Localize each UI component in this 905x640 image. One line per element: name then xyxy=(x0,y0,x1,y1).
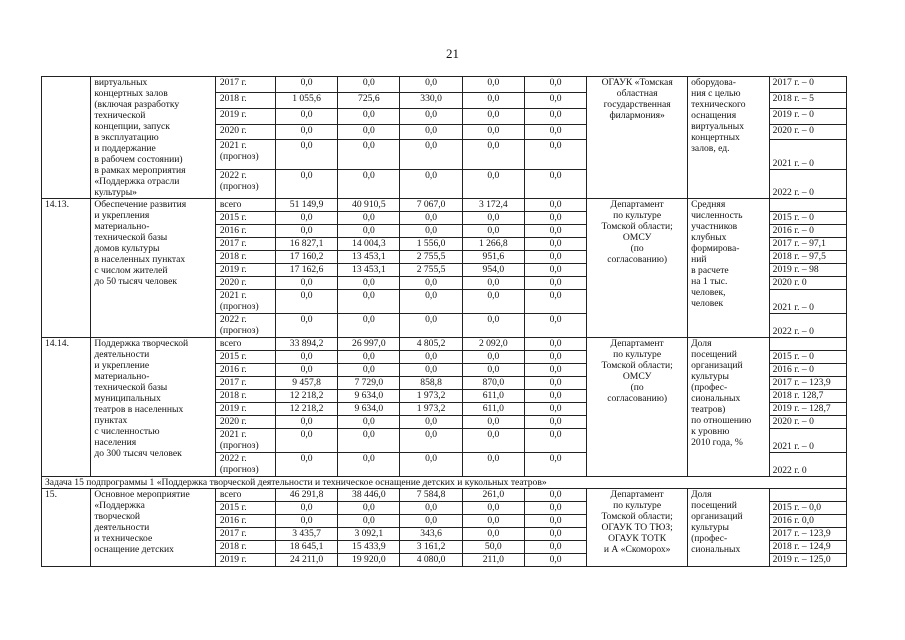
amount-cell: 18 645,1 xyxy=(275,541,337,554)
amount-cell: 0,0 xyxy=(400,515,462,528)
amount-cell: 0,0 xyxy=(400,277,462,290)
amount-cell: 0,0 xyxy=(462,225,524,238)
amount-cell: 0,0 xyxy=(338,277,400,290)
year-cell: 2019 г. xyxy=(215,554,275,567)
year-cell: 2015 г. xyxy=(215,212,275,225)
amount-cell: 0,0 xyxy=(338,124,400,140)
amount-cell: 870,0 xyxy=(462,377,524,390)
item-number: 15. xyxy=(42,489,91,567)
amount-cell: 0,0 xyxy=(462,92,524,108)
amount-cell: 0,0 xyxy=(462,290,524,314)
indicator-value: 2017 г. – 97,1 xyxy=(769,238,846,251)
amount-cell: 0,0 xyxy=(524,140,586,169)
amount-cell: 1 556,0 xyxy=(400,238,462,251)
amount-cell: 0,0 xyxy=(400,290,462,314)
amount-cell: 611,0 xyxy=(462,390,524,403)
indicator-value xyxy=(769,199,846,212)
amount-cell: 1 266,8 xyxy=(462,238,524,251)
amount-cell: 0,0 xyxy=(524,225,586,238)
amount-cell: 0,0 xyxy=(275,140,337,169)
amount-cell: 4 805,2 xyxy=(400,338,462,351)
indicator-value: 2016 г. – 0 xyxy=(769,225,846,238)
amount-cell: 0,0 xyxy=(275,351,337,364)
amount-cell: 0,0 xyxy=(338,108,400,124)
amount-cell: 0,0 xyxy=(400,314,462,338)
item-number: 14.13. xyxy=(42,199,91,338)
item-number xyxy=(42,77,91,199)
amount-cell: 0,0 xyxy=(524,502,586,515)
task-row xyxy=(42,477,847,489)
indicator-value: 2015 г. – 0,0 xyxy=(769,502,846,515)
amount-cell: 1 973,2 xyxy=(400,390,462,403)
year-cell: 2022 г. (прогноз) xyxy=(215,314,275,338)
year-cell: 2016 г. xyxy=(215,515,275,528)
amount-cell: 0,0 xyxy=(462,351,524,364)
indicator-value: 2021 г. – 0 xyxy=(769,290,846,314)
amount-cell: 2 755,5 xyxy=(400,264,462,277)
amount-cell: 0,0 xyxy=(275,108,337,124)
indicator-value: 2022 г. – 0 xyxy=(769,314,846,338)
year-cell: 2015 г. xyxy=(215,502,275,515)
amount-cell: 0,0 xyxy=(524,351,586,364)
year-cell: 2021 г. (прогноз) xyxy=(215,290,275,314)
year-cell: 2020 г. xyxy=(215,277,275,290)
indicator-value xyxy=(769,338,846,351)
amount-cell: 1 973,2 xyxy=(400,403,462,416)
amount-cell: 9 634,0 xyxy=(338,390,400,403)
amount-cell: 0,0 xyxy=(524,453,586,477)
year-cell: 2022 г. (прогноз) xyxy=(215,453,275,477)
indicator-value: 2022 г. – 0 xyxy=(769,169,846,198)
amount-cell: 0,0 xyxy=(338,290,400,314)
amount-cell: 0,0 xyxy=(338,429,400,453)
amount-cell: 0,0 xyxy=(524,124,586,140)
year-cell: 2019 г. xyxy=(215,264,275,277)
indicator-value: 2017 г. – 123,9 xyxy=(769,377,846,390)
amount-cell: 0,0 xyxy=(275,169,337,198)
indicator-value: 2018 г. – 124,9 xyxy=(769,541,846,554)
amount-cell: 26 997,0 xyxy=(338,338,400,351)
amount-cell: 0,0 xyxy=(338,212,400,225)
year-cell: 2018 г. xyxy=(215,541,275,554)
amount-cell: 0,0 xyxy=(275,77,337,93)
amount-cell: 0,0 xyxy=(462,502,524,515)
amount-cell: 0,0 xyxy=(338,453,400,477)
amount-cell: 0,0 xyxy=(400,225,462,238)
program-table xyxy=(41,76,847,567)
amount-cell: 0,0 xyxy=(462,528,524,541)
amount-cell: 0,0 xyxy=(524,515,586,528)
amount-cell: 0,0 xyxy=(462,453,524,477)
year-cell: 2017 г. xyxy=(215,238,275,251)
amount-cell: 24 211,0 xyxy=(275,554,337,567)
amount-cell: 17 160,2 xyxy=(275,251,337,264)
page-number: 21 xyxy=(446,46,459,61)
amount-cell: 0,0 xyxy=(400,453,462,477)
year-cell: 2021 г. (прогноз) xyxy=(215,140,275,169)
year-cell: 2017 г. xyxy=(215,77,275,93)
amount-cell: 50,0 xyxy=(462,541,524,554)
amount-cell: 12 218,2 xyxy=(275,403,337,416)
amount-cell: 3 092,1 xyxy=(338,528,400,541)
indicator-name: Доля посещений организаций культуры (профес- сиональных театров) по отношению к уровню 2010 года, % xyxy=(688,338,770,477)
amount-cell: 0,0 xyxy=(524,528,586,541)
amount-cell: 0,0 xyxy=(524,251,586,264)
amount-cell: 7 584,8 xyxy=(400,489,462,502)
amount-cell: 0,0 xyxy=(400,351,462,364)
item-name: виртуальных концертных залов (включая разработку технической концепции, запуск в эксплуатацию и поддержание в рабочем состоянии) в рамках мероприятия «Поддержка отрасли культуры» xyxy=(91,77,216,199)
amount-cell: 0,0 xyxy=(462,108,524,124)
amount-cell: 0,0 xyxy=(275,212,337,225)
year-cell: всего xyxy=(215,338,275,351)
year-cell: 2017 г. xyxy=(215,528,275,541)
year-cell: 2019 г. xyxy=(215,108,275,124)
year-cell: 2021 г. (прогноз) xyxy=(215,429,275,453)
amount-cell: 0,0 xyxy=(462,277,524,290)
amount-cell: 0,0 xyxy=(524,264,586,277)
amount-cell: 16 827,1 xyxy=(275,238,337,251)
amount-cell: 0,0 xyxy=(400,364,462,377)
amount-cell: 0,0 xyxy=(524,377,586,390)
table-row xyxy=(42,489,847,502)
amount-cell: 0,0 xyxy=(400,416,462,429)
amount-cell: 0,0 xyxy=(524,290,586,314)
amount-cell: 0,0 xyxy=(400,212,462,225)
indicator-value: 2019 г. – 98 xyxy=(769,264,846,277)
amount-cell: 15 433,9 xyxy=(338,541,400,554)
amount-cell: 0,0 xyxy=(524,554,586,567)
amount-cell: 17 162,6 xyxy=(275,264,337,277)
amount-cell: 2 092,0 xyxy=(462,338,524,351)
year-cell: 2015 г. xyxy=(215,351,275,364)
amount-cell: 7 067,0 xyxy=(400,199,462,212)
amount-cell: 3 161,2 xyxy=(400,541,462,554)
amount-cell: 0,0 xyxy=(338,225,400,238)
amount-cell: 0,0 xyxy=(338,502,400,515)
amount-cell: 0,0 xyxy=(400,77,462,93)
amount-cell: 858,8 xyxy=(400,377,462,390)
year-cell: 2018 г. xyxy=(215,251,275,264)
indicator-value: 2016 г. 0,0 xyxy=(769,515,846,528)
amount-cell: 0,0 xyxy=(275,290,337,314)
indicator-value: 2018 г. 128,7 xyxy=(769,390,846,403)
amount-cell: 0,0 xyxy=(400,140,462,169)
executor: Департамент по культуре Томской области; ОМСУ (по согласованию) xyxy=(587,338,688,477)
amount-cell: 0,0 xyxy=(524,77,586,93)
amount-cell: 0,0 xyxy=(338,416,400,429)
amount-cell: 51 149,9 xyxy=(275,199,337,212)
amount-cell: 0,0 xyxy=(338,515,400,528)
year-cell: всего xyxy=(215,199,275,212)
indicator-name: Средняя численность участников клубных формирова- ний в расчете на 1 тыс. человек, человек xyxy=(688,199,770,338)
indicator-name: оборудова- ния с целью технического оснащения виртуальных концертных залов, ед. xyxy=(688,77,770,199)
amount-cell: 0,0 xyxy=(524,199,586,212)
amount-cell: 0,0 xyxy=(400,108,462,124)
amount-cell: 211,0 xyxy=(462,554,524,567)
item-name: Основное мероприятие «Поддержка творческой деятельности и техническое оснащение детских xyxy=(91,489,216,567)
amount-cell: 0,0 xyxy=(338,169,400,198)
amount-cell: 0,0 xyxy=(400,502,462,515)
amount-cell: 725,6 xyxy=(338,92,400,108)
amount-cell: 0,0 xyxy=(524,416,586,429)
amount-cell: 0,0 xyxy=(338,140,400,169)
amount-cell: 0,0 xyxy=(275,515,337,528)
amount-cell: 3 172,4 xyxy=(462,199,524,212)
amount-cell: 0,0 xyxy=(275,364,337,377)
year-cell: 2018 г. xyxy=(215,92,275,108)
amount-cell: 13 453,1 xyxy=(338,251,400,264)
amount-cell: 0,0 xyxy=(338,314,400,338)
indicator-value: 2017 г. – 0 xyxy=(769,77,846,93)
amount-cell: 0,0 xyxy=(462,416,524,429)
indicator-value: 2020 г. – 0 xyxy=(769,416,846,429)
amount-cell: 0,0 xyxy=(524,314,586,338)
amount-cell: 0,0 xyxy=(275,225,337,238)
year-cell: 2016 г. xyxy=(215,364,275,377)
amount-cell: 261,0 xyxy=(462,489,524,502)
amount-cell: 0,0 xyxy=(524,390,586,403)
amount-cell: 0,0 xyxy=(524,108,586,124)
year-cell: 2022 г. (прогноз) xyxy=(215,169,275,198)
amount-cell: 343,6 xyxy=(400,528,462,541)
indicator-value: 2022 г. 0 xyxy=(769,453,846,477)
indicator-value: 2020 г. – 0 xyxy=(769,124,846,140)
indicator-value: 2021 г. – 0 xyxy=(769,429,846,453)
indicator-name: Доля посещений организаций культуры (профес- сиональных xyxy=(688,489,770,567)
indicator-value: 2015 г. – 0 xyxy=(769,212,846,225)
amount-cell: 0,0 xyxy=(275,429,337,453)
indicator-value: 2017 г. – 123,9 xyxy=(769,528,846,541)
amount-cell: 0,0 xyxy=(524,338,586,351)
amount-cell: 14 004,3 xyxy=(338,238,400,251)
amount-cell: 0,0 xyxy=(400,124,462,140)
amount-cell: 951,6 xyxy=(462,251,524,264)
year-cell: 2019 г. xyxy=(215,403,275,416)
amount-cell: 2 755,5 xyxy=(400,251,462,264)
indicator-value: 2019 г. – 128,7 xyxy=(769,403,846,416)
amount-cell: 33 894,2 xyxy=(275,338,337,351)
amount-cell: 0,0 xyxy=(524,489,586,502)
amount-cell: 0,0 xyxy=(275,124,337,140)
year-cell: 2020 г. xyxy=(215,416,275,429)
executor: ОГАУК «Томская областная государственная филармония» xyxy=(587,77,688,199)
amount-cell: 0,0 xyxy=(275,277,337,290)
amount-cell: 46 291,8 xyxy=(275,489,337,502)
amount-cell: 0,0 xyxy=(462,124,524,140)
amount-cell: 0,0 xyxy=(275,453,337,477)
amount-cell: 0,0 xyxy=(462,314,524,338)
year-cell: 2020 г. xyxy=(215,124,275,140)
amount-cell: 0,0 xyxy=(524,92,586,108)
amount-cell: 0,0 xyxy=(275,502,337,515)
amount-cell: 0,0 xyxy=(338,351,400,364)
table-row xyxy=(42,338,847,351)
indicator-value: 2018 г. – 5 xyxy=(769,92,846,108)
amount-cell: 0,0 xyxy=(275,314,337,338)
amount-cell: 0,0 xyxy=(338,77,400,93)
amount-cell: 38 446,0 xyxy=(338,489,400,502)
item-name: Обеспечение развития и укрепления материально- технической базы домов культуры в населенных пунктах с числом жителей до 50 тысяч человек xyxy=(91,199,216,338)
indicator-value xyxy=(769,489,846,502)
amount-cell: 330,0 xyxy=(400,92,462,108)
table-row xyxy=(42,199,847,212)
executor: Департамент по культуре Томской области; ОГАУК ТО ТЮЗ; ОГАУК ТОТК и А «Скоморох» xyxy=(587,489,688,567)
year-cell: 2017 г. xyxy=(215,377,275,390)
indicator-value: 2016 г. – 0 xyxy=(769,364,846,377)
amount-cell: 9 457,8 xyxy=(275,377,337,390)
amount-cell: 0,0 xyxy=(275,416,337,429)
amount-cell: 4 080,0 xyxy=(400,554,462,567)
indicator-value: 2015 г. – 0 xyxy=(769,351,846,364)
year-cell: всего xyxy=(215,489,275,502)
indicator-value: 2021 г. – 0 xyxy=(769,140,846,169)
indicator-value: 2020 г. 0 xyxy=(769,277,846,290)
amount-cell: 0,0 xyxy=(462,515,524,528)
year-cell: 2016 г. xyxy=(215,225,275,238)
amount-cell: 954,0 xyxy=(462,264,524,277)
amount-cell: 3 435,7 xyxy=(275,528,337,541)
indicator-value: 2018 г. – 97,5 xyxy=(769,251,846,264)
amount-cell: 0,0 xyxy=(462,364,524,377)
amount-cell: 0,0 xyxy=(462,429,524,453)
table-row xyxy=(42,77,847,93)
amount-cell: 0,0 xyxy=(524,277,586,290)
indicator-value: 2019 г. – 125,0 xyxy=(769,554,846,567)
amount-cell: 0,0 xyxy=(400,169,462,198)
amount-cell: 0,0 xyxy=(524,429,586,453)
amount-cell: 0,0 xyxy=(524,541,586,554)
amount-cell: 0,0 xyxy=(462,140,524,169)
amount-cell: 0,0 xyxy=(338,364,400,377)
amount-cell: 0,0 xyxy=(524,364,586,377)
indicator-value: 2019 г. – 0 xyxy=(769,108,846,124)
amount-cell: 0,0 xyxy=(524,169,586,198)
item-number: 14.14. xyxy=(42,338,91,477)
amount-cell: 40 910,5 xyxy=(338,199,400,212)
amount-cell: 0,0 xyxy=(524,403,586,416)
amount-cell: 1 055,6 xyxy=(275,92,337,108)
amount-cell: 0,0 xyxy=(524,212,586,225)
year-cell: 2018 г. xyxy=(215,390,275,403)
task-title: Задача 15 подпрограммы 1 «Поддержка творческой деятельности и техническое оснащение детских и кукольных театров» xyxy=(42,477,847,489)
amount-cell: 0,0 xyxy=(400,429,462,453)
amount-cell: 19 920,0 xyxy=(338,554,400,567)
amount-cell: 611,0 xyxy=(462,403,524,416)
amount-cell: 0,0 xyxy=(524,238,586,251)
amount-cell: 0,0 xyxy=(462,169,524,198)
amount-cell: 9 634,0 xyxy=(338,403,400,416)
amount-cell: 7 729,0 xyxy=(338,377,400,390)
amount-cell: 0,0 xyxy=(462,77,524,93)
executor: Департамент по культуре Томской области; ОМСУ (по согласованию) xyxy=(587,199,688,338)
item-name: Поддержка творческой деятельности и укрепление материально- технической базы муниципальных театров в населенных пунктах с численностью населения до 300 тысяч человек xyxy=(91,338,216,477)
amount-cell: 13 453,1 xyxy=(338,264,400,277)
amount-cell: 12 218,2 xyxy=(275,390,337,403)
amount-cell: 0,0 xyxy=(462,212,524,225)
